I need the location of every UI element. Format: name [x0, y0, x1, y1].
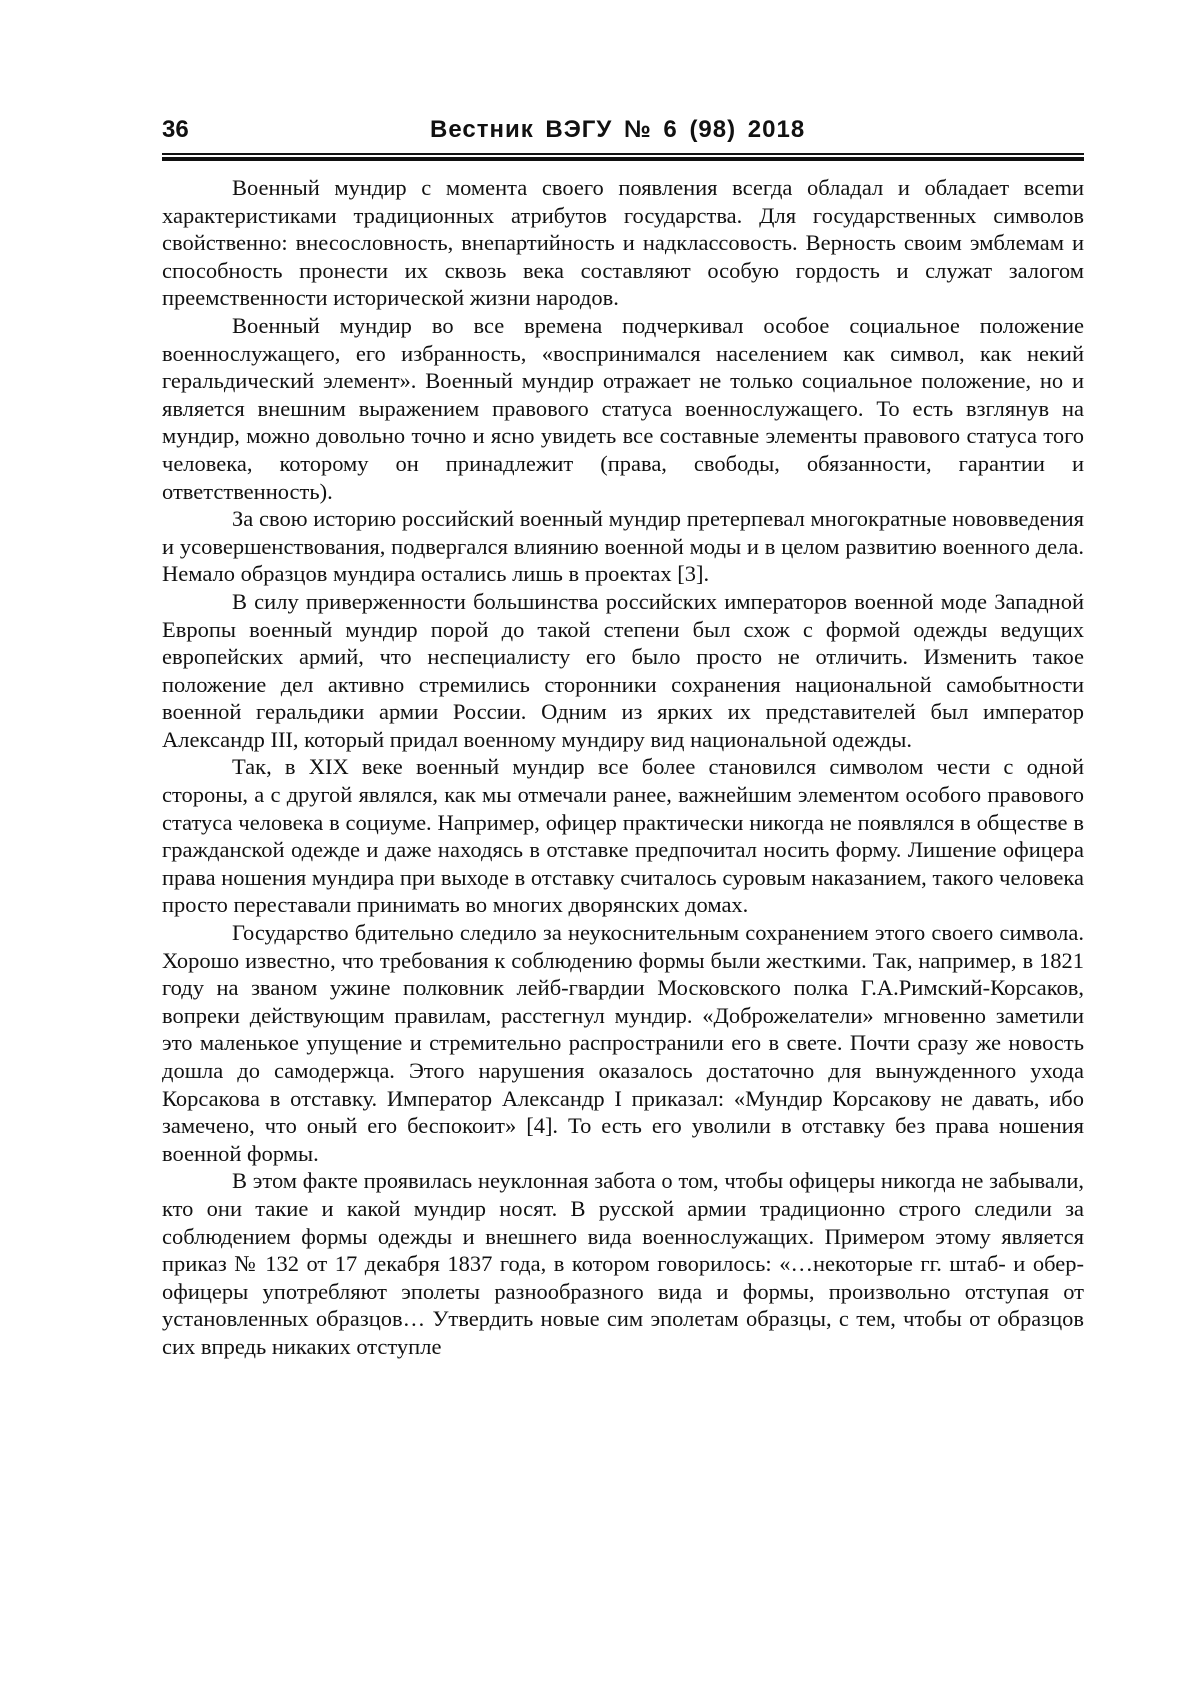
journal-page	[162, 112, 1084, 1359]
paragraph: Военный мундир с момента своего появления всегда обладал и обладает всеmи характеристиками традиционных атрибутов государства. Для государственных символов свойственно: внесословность, внепартийность и надклассовость. Верность своим эмблемам и способность пронести их сквозь века составляют особую гордость и служат залогом преемственности исторической жизни народов.	[162, 175, 1084, 311]
paragraph: В силу приверженности большинства российских императоров военной моде Западной Европы военный мундир порой до такой степени был схож с формой одежды ведущих европейских армий, что неспециалисту его было просто не отличить. Изменить такое положение дел активно стремились сторонники сохранения национальной самобытности военной геральдики армии России. Одним из ярких их представителей был император Александр III, который придал военному мундиру вид национальной одежды.	[162, 588, 1084, 752]
header-rule-thick	[162, 157, 1084, 161]
journal-title: Вестник ВЭГУ № 6 (98) 2018	[430, 116, 806, 143]
article-body	[162, 174, 1084, 1361]
paragraph: Военный мундир во все времена подчеркивал особое социальное положение военнослужащего, его избранность, «воспринимался населением как символ, как некий геральдический элемент». Военный мундир отражает не только социальное положение, но и является внешним выражением правового статуса военнослужащего. То есть взглянув на мундир, можно довольно точно и ясно увидеть все составные элементы правового статуса того человека, которому он принадлежит (права, свободы, обязанности, гарантии и ответственность).	[162, 312, 1084, 504]
paragraph: Государство бдительно следило за неукоснительным сохранением этого своего символа. Хорошо известно, что требования к соблюдению формы были жесткими. Так, например, в 1821 году на званом ужине полковник лейб-гвардии Московского полка Г.А.Римский-Корсаков, вопреки действующим правилам, расстегнул мундир. «Доброжелатели» мгновенно заметили это маленькое упущение и стремительно распространили его в свете. Почти сразу же новость дошла до самодержца. Этого нарушения оказалось достаточно для вынужденного ухода Корсакова в отставку. Император Александр I приказал: «Мундир Корсакову не давать, ибо замечено, что оный его беспокоит» [4]. То есть его уволили в отставку без права ношения военной формы.	[162, 920, 1084, 1166]
page-number: 36	[162, 116, 189, 143]
paragraph: За свою историю российский военный мундир претерпевал многократные нововведения и усовершенствования, подвергался влиянию военной моды и в целом развитию военного дела. Немало образцов мундира остались лишь в проектах [3].	[162, 506, 1084, 587]
paragraph: Так, в XIX веке военный мундир все более становился символом чести с одной стороны, а с другой являлся, как мы отмечали ранее, важнейшим элементом особого правового статуса человека в социуме. Например, офицер практически никогда не появлялся в обществе в гражданской одежде и даже находясь в отставке предпочитал носить форму. Лишение офицера права ношения мундира при выходе в отставку считалось суровым наказанием, такого человека просто переставали принимать во многих дворянских домах.	[162, 754, 1084, 918]
header-rule-thin	[162, 153, 1084, 155]
paragraph: В этом факте проявилась неуклонная забота о том, чтобы офицеры никогда не забывали, кто они такие и какой мундир носят. В русской армии традиционно строго следили за соблюдением формы одежды и внешнего вида военнослужащих. Примером этому является приказ № 132 от 17 декабря 1837 года, в котором говорилось: «…некоторые гг. штаб- и обер-офицеры употребляют эполеты разнообразного вида и формы, произвольно отступая от установленных образцов… Утвердить новые сим эполетам образцы, с тем, чтобы от образцов сих впредь никаких отступле	[162, 1168, 1084, 1359]
running-header	[162, 112, 1084, 152]
